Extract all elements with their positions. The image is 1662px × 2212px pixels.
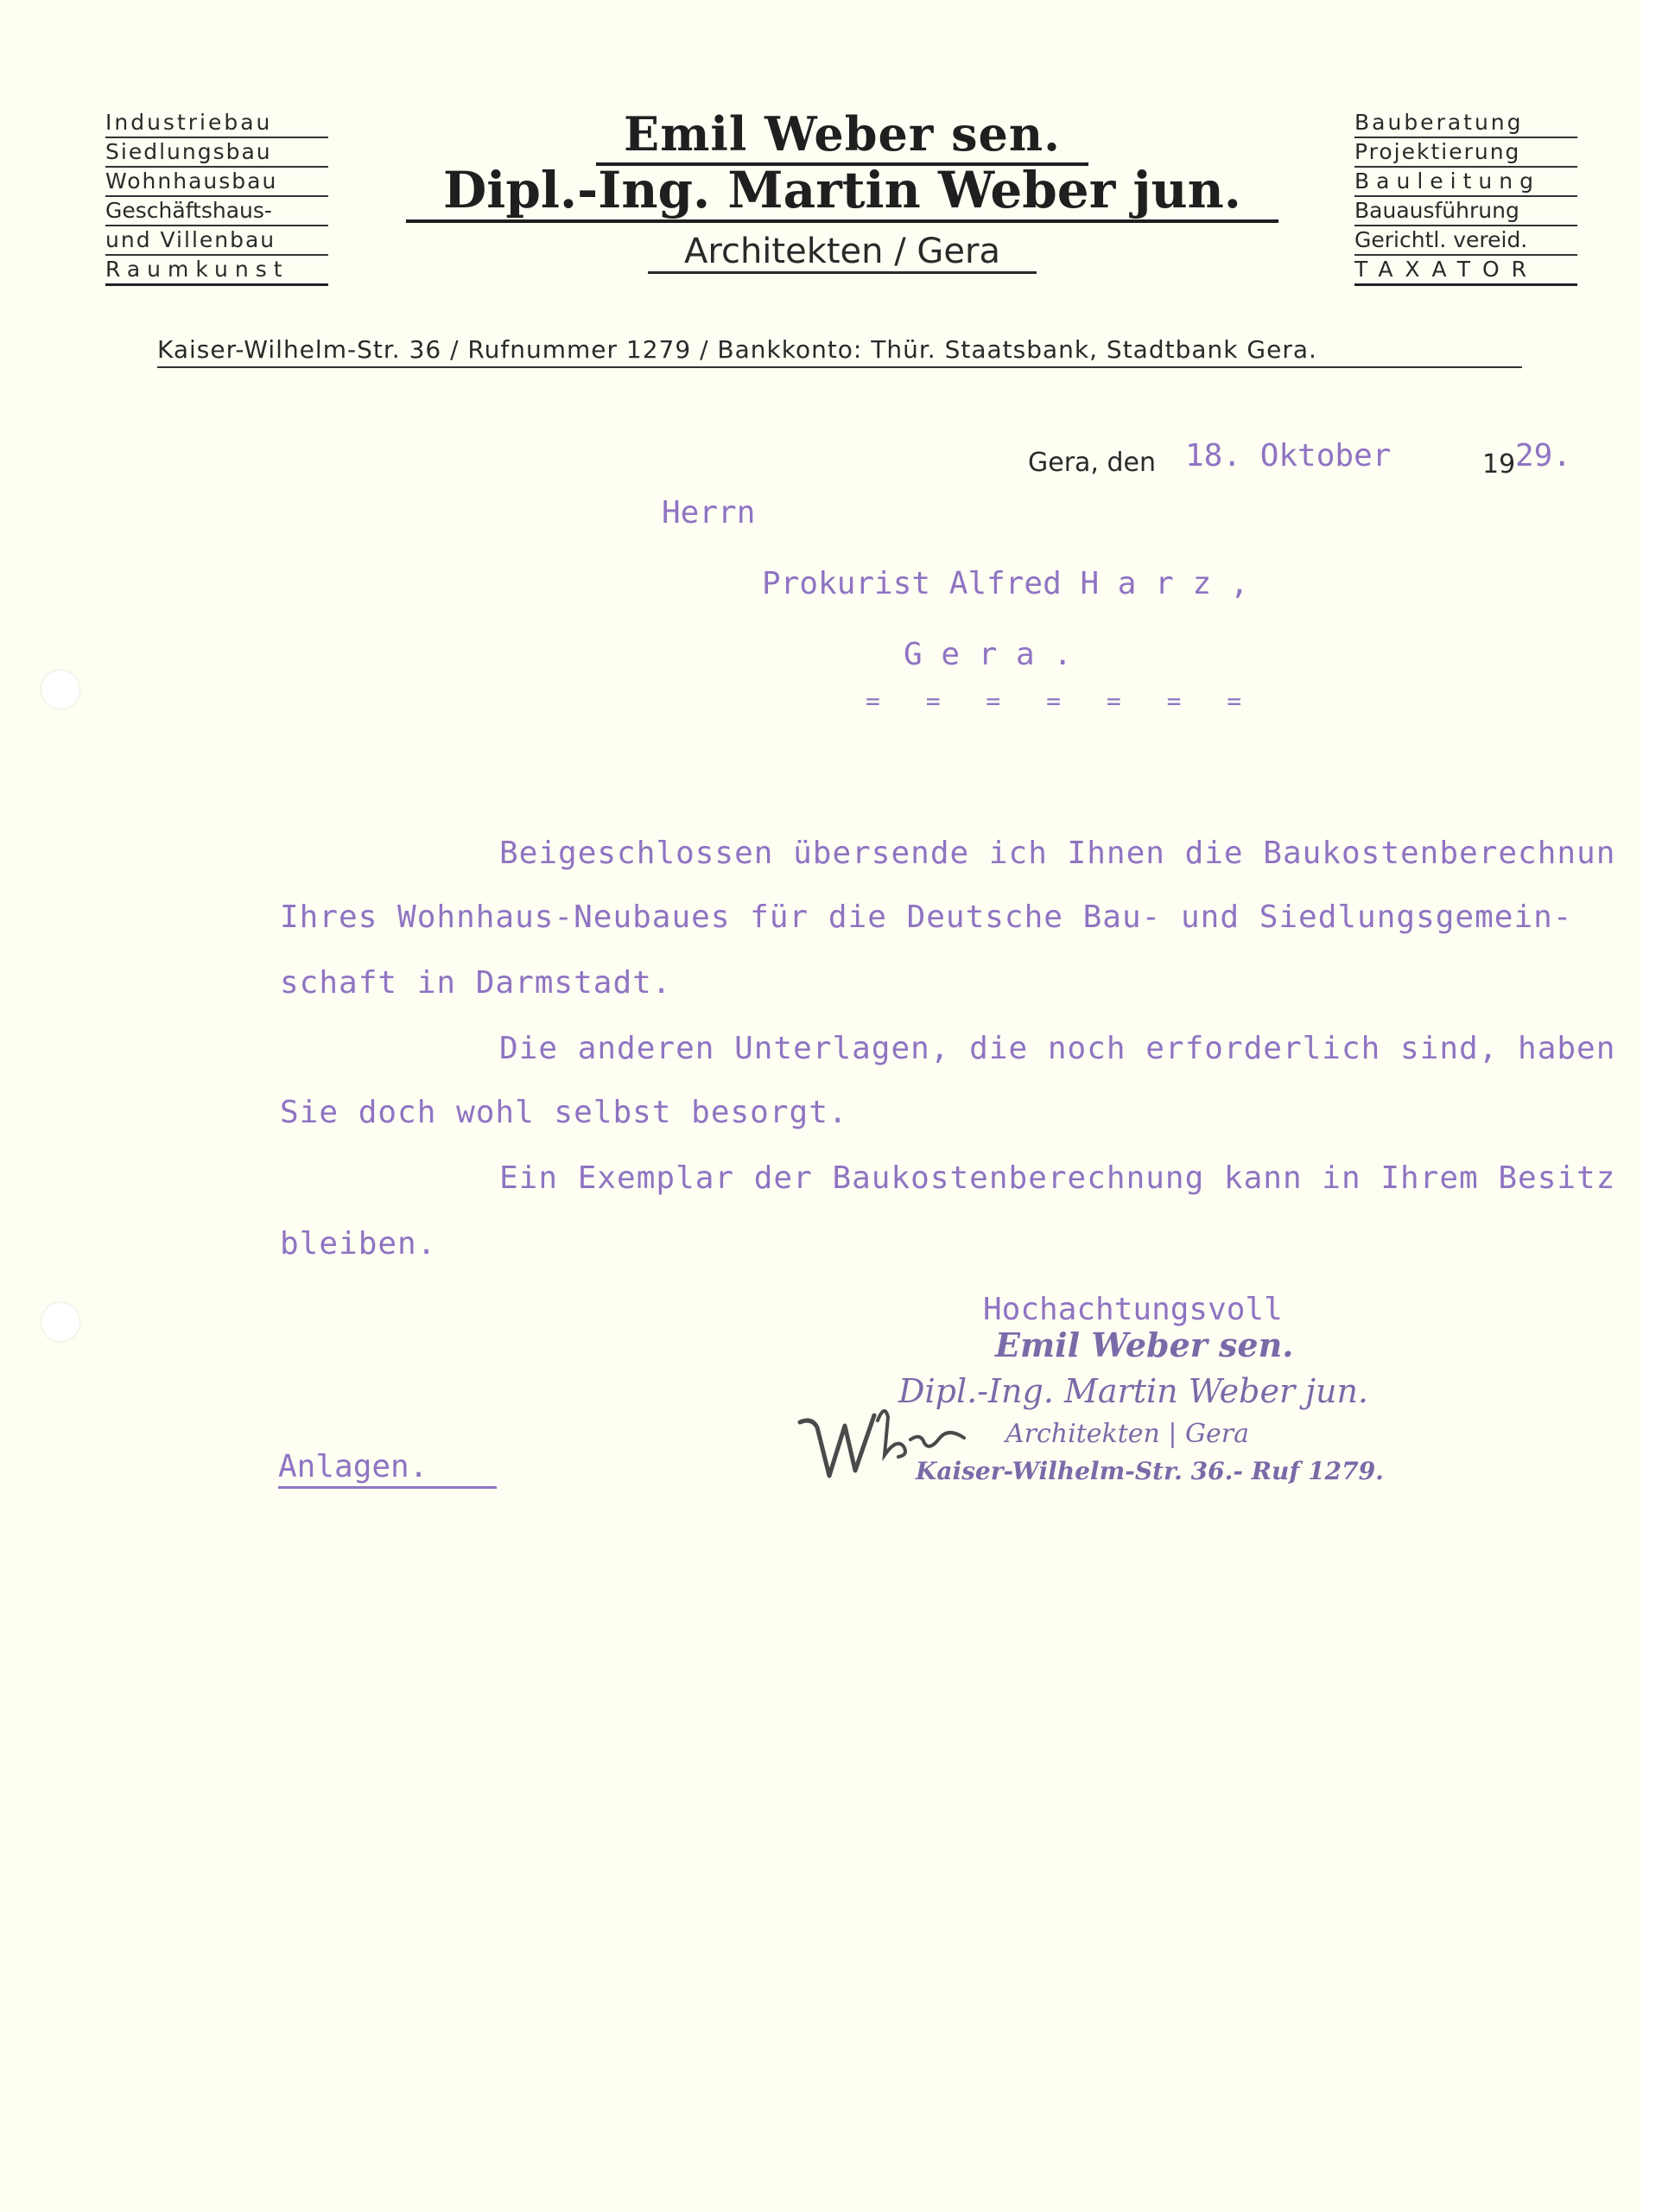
firm-name-senior: Emil Weber sen. (596, 105, 1088, 166)
body-line: Beigeschlossen übersende ich Ihnen die Baukostenberechnun (499, 836, 1616, 871)
service-item: Wohnhausbau (105, 168, 328, 197)
recipient-city-underline: = = = = = = = (866, 687, 1258, 715)
punch-hole (41, 1303, 79, 1341)
service-item: Industriebau (105, 109, 328, 138)
firm-subtitle: Architekten / Gera (648, 232, 1037, 274)
punch-hole (41, 671, 79, 709)
stamp-firm-junior: Dipl.-Ing. Martin Weber jun. (898, 1372, 1369, 1410)
service-item: TAXATOR (1354, 256, 1577, 286)
service-item: Bauausführung (1354, 197, 1577, 226)
service-item: Siedlungsbau (105, 138, 328, 168)
recipient-salutation: Herrn (662, 495, 756, 531)
service-item: Projektierung (1354, 138, 1577, 168)
firm-name-junior: Dipl.-Ing. Martin Weber jun. (406, 161, 1278, 223)
body-line: schaft in Darmstadt. (280, 965, 672, 1001)
date-year-prefix: 19 (1482, 449, 1516, 480)
body-line: bleiben. (280, 1226, 437, 1262)
body-line: Ein Exemplar der Baukostenberechnung kann in Ihrem Besitz (499, 1160, 1616, 1196)
body-line: Sie doch wohl selbst besorgt. (280, 1095, 848, 1130)
date-year-suffix: 29. (1515, 438, 1572, 474)
page-edge (1641, 0, 1662, 2212)
service-item: Geschäftshaus- (105, 197, 328, 226)
closing-greeting: Hochachtungsvoll (983, 1292, 1283, 1327)
handwritten-signature (795, 1386, 976, 1481)
service-item: Bauleitung (1354, 168, 1577, 197)
enclosures-note: Anlagen. (278, 1448, 497, 1489)
letterhead-services-left (105, 109, 328, 286)
letterhead-services-right (1354, 109, 1577, 286)
stamp-firm-senior: Emil Weber sen. (995, 1325, 1294, 1364)
body-line: Ihres Wohnhaus-Neubaues für die Deutsche Bau- und Siedlungsgemein- (280, 899, 1573, 935)
date-label: Gera, den (1028, 448, 1157, 478)
service-item: Raumkunst (105, 256, 328, 286)
date-day-month: 18. Oktober (1185, 438, 1392, 474)
letterhead-address: Kaiser-Wilhelm-Str. 36 / Rufnummer 1279 / Bankkonto: Thür. Staatsbank, Stadtbank Gera. (157, 334, 1522, 368)
recipient-city: G e r a . (904, 637, 1073, 672)
service-item: und Villenbau (105, 226, 328, 256)
recipient-name: Prokurist Alfred H a r z , (762, 566, 1249, 601)
stamp-address: Kaiser-Wilhelm-Str. 36.- Ruf 1279. (916, 1457, 1384, 1485)
body-line: Die anderen Unterlagen, die noch erforderlich sind, haben (499, 1031, 1616, 1066)
stamp-architects: Architekten | Gera (1005, 1419, 1249, 1449)
service-item: Bauberatung (1354, 109, 1577, 138)
service-item: Gerichtl. vereid. (1354, 226, 1577, 256)
